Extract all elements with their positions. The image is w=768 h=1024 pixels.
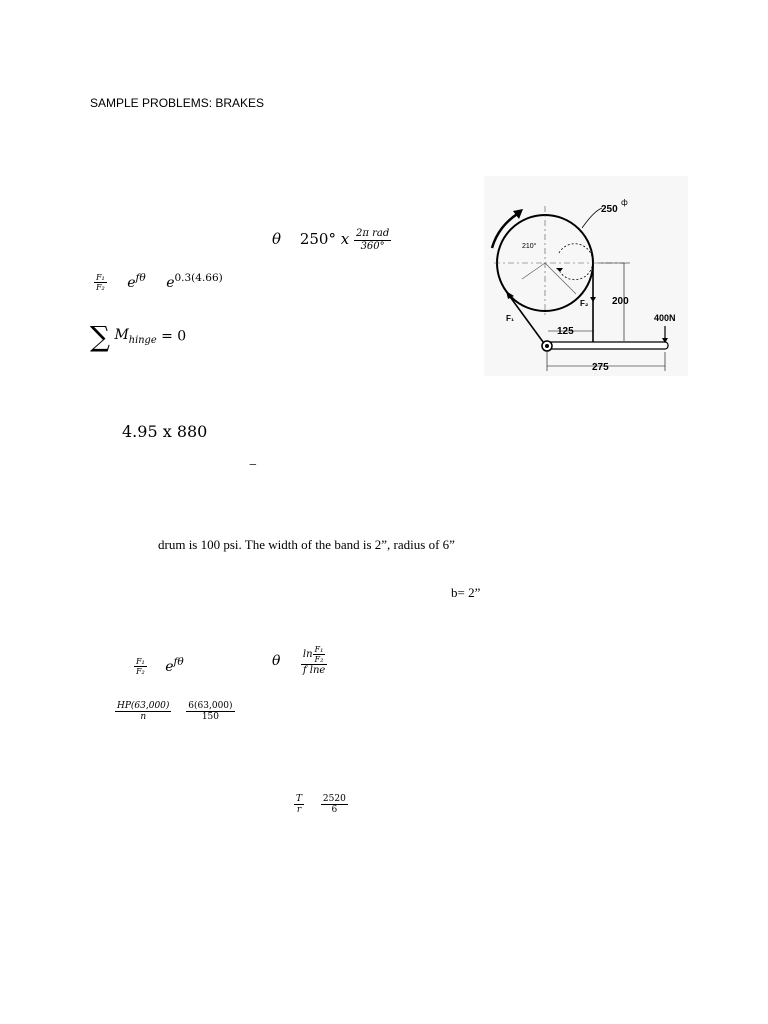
ln-f1: F₁ xyxy=(314,645,324,654)
ratio-f2: F₂ xyxy=(96,283,105,293)
torque-num-1: HP(63,000) xyxy=(117,701,170,711)
theta-times: x xyxy=(340,230,350,248)
torque-num-2: 6(63,000) xyxy=(188,701,233,711)
force-fraction-1 xyxy=(294,794,304,816)
moment-rhs: = 0 xyxy=(161,328,187,345)
torque-equation xyxy=(115,701,235,723)
label-phi: ф xyxy=(621,198,628,207)
ratio-exp: fθ xyxy=(135,272,146,284)
lever-arm xyxy=(542,342,668,349)
label-400n: 400N xyxy=(654,313,676,323)
ln-fraction xyxy=(313,645,326,664)
product-expression: 4.95 x 880 xyxy=(122,422,208,441)
force-fraction-2 xyxy=(321,794,348,816)
torque-fraction-2 xyxy=(186,701,234,723)
theta-equation xyxy=(272,228,391,252)
torque-den-1: n xyxy=(140,712,147,723)
dash-mark: − xyxy=(249,458,257,473)
torque-fraction-1 xyxy=(115,701,171,723)
theta-angle: 250° xyxy=(299,230,336,248)
ratio-equation xyxy=(94,272,223,292)
ratio-fraction xyxy=(94,273,107,292)
ratio-e: e xyxy=(127,274,136,291)
drum-text-line: drum is 100 psi. The width of the band is 2”, radius of 6” xyxy=(158,537,455,552)
label-f2: F₂ xyxy=(580,299,589,308)
band-width-text: b= 2” xyxy=(451,585,481,600)
moment-sub: hinge xyxy=(128,334,157,346)
theta-solve-symbol: θ xyxy=(272,652,281,669)
ratio2-f2: F₂ xyxy=(136,667,145,677)
page-title: SAMPLE PROBLEMS: BRAKES xyxy=(90,96,265,110)
force-num-1: T xyxy=(296,794,303,804)
theta-solve-den: f lne xyxy=(302,665,326,677)
band-brake-diagram xyxy=(484,176,688,376)
moment-equation xyxy=(90,320,186,353)
label-200: 200 xyxy=(612,296,629,307)
label-125: 125 xyxy=(557,326,574,337)
torque-den-2: 150 xyxy=(201,712,220,723)
moment-m: M xyxy=(114,327,129,344)
sum-symbol: ∑ xyxy=(90,320,110,353)
ratio2-f1: F₁ xyxy=(136,656,145,666)
theta-solve-num xyxy=(301,645,327,665)
hinge-center xyxy=(545,344,549,348)
force-equation xyxy=(294,794,348,816)
theta-fraction-den: 360° xyxy=(360,240,385,252)
ratio2-e: e xyxy=(165,658,174,675)
angle-210-label: 210° xyxy=(522,243,537,250)
ratio2-equation xyxy=(134,656,184,676)
force-num-2: 2520 xyxy=(322,794,346,804)
ratio2-exp: fθ xyxy=(173,656,184,668)
theta-solve-equation xyxy=(272,645,327,677)
theta-solve-fraction xyxy=(301,645,327,677)
label-f1: F₁ xyxy=(506,314,515,323)
theta-symbol: θ xyxy=(272,230,282,248)
ratio2-fraction xyxy=(134,657,147,676)
ratio-e-value: e xyxy=(166,274,175,291)
force-den-2: 6 xyxy=(331,805,338,816)
label-275: 275 xyxy=(592,362,609,373)
ln-f2: F₂ xyxy=(314,655,324,665)
ln-label: ln xyxy=(302,649,313,661)
label-250: 250 xyxy=(601,204,618,215)
theta-fraction-num: 2π rad xyxy=(355,228,390,239)
force-den-1: r xyxy=(296,805,302,816)
theta-fraction xyxy=(354,228,391,252)
ratio-f1: F₁ xyxy=(96,272,105,282)
ratio-exp-value: 0.3(4.66) xyxy=(174,272,223,284)
